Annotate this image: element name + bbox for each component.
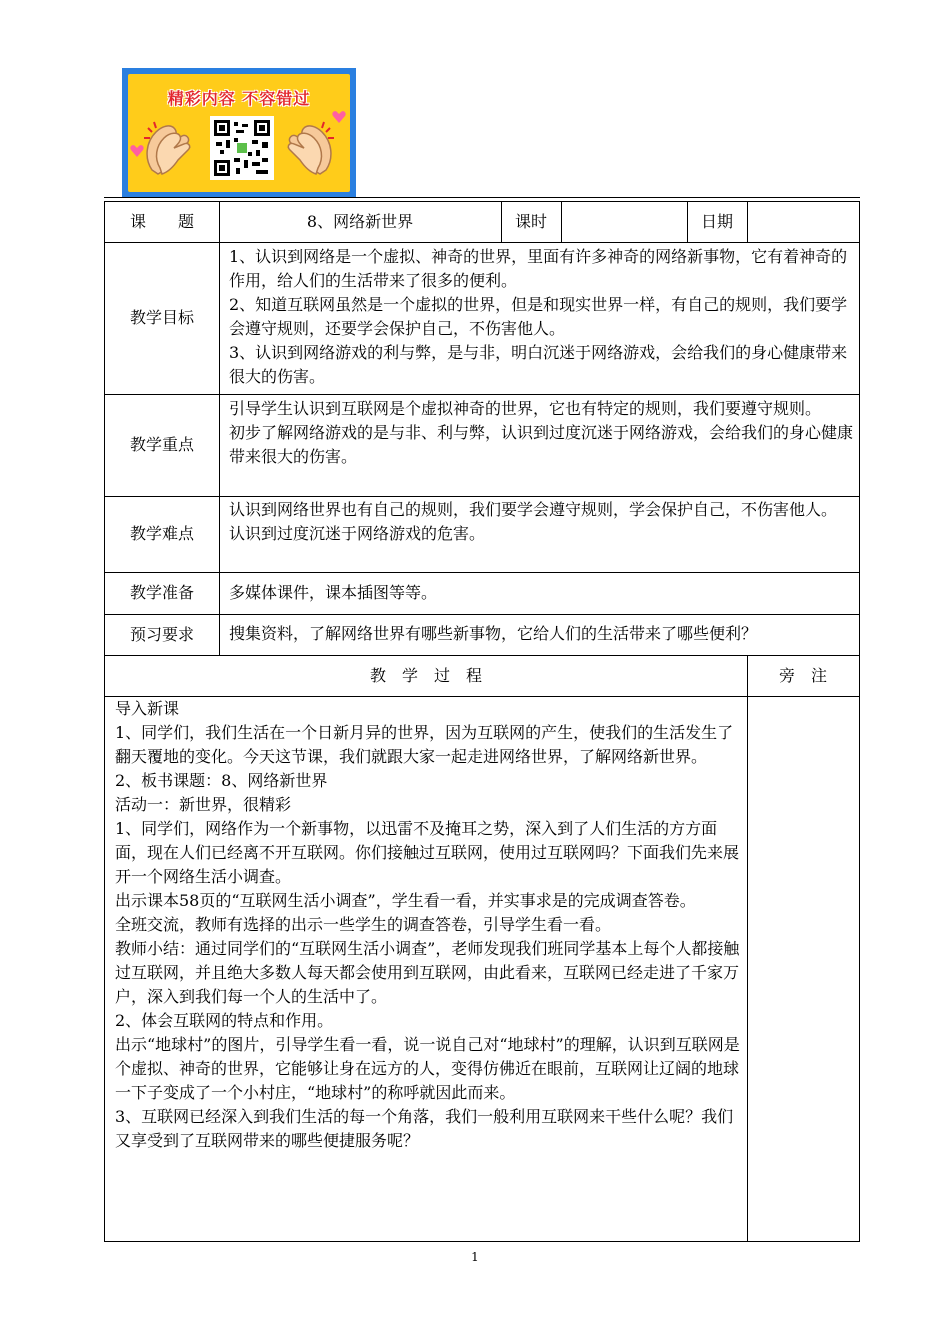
goals-item: 3、认识到网络游戏的利与弊，是与非，明白沉迷于网络游戏，会给我们的身心健康带来很大的伤害。: [229, 343, 848, 386]
date-value: [747, 202, 859, 242]
difficulties-label: 教学难点: [129, 524, 194, 543]
preview-content: [229, 622, 855, 646]
key-points-item: 初步了解网络游戏的是与非、利与弊，认识到过度沉迷于网络游戏，会给我们的身心健康带来很大的伤害。: [229, 423, 854, 466]
topic-label: 课 题: [129, 212, 194, 231]
side-notes-header: 旁 注: [778, 665, 827, 685]
heart-icon: [130, 144, 144, 158]
banner-title: 精彩内容 不容错过: [167, 89, 311, 108]
process-item: 2、板书课题：8、网络新世界: [115, 771, 328, 790]
key-points-item: 引导学生认识到互联网是个虚拟神奇的世界，它也有特定的规则，我们要遵守规则。: [229, 399, 822, 418]
process-item: 1、同学们，我们生活在一个日新月异的世界，因为互联网的产生，使我们的生活发生了翻天覆地的变化。今天这节课，我们就跟大家一起走进网络世界，了解网络新世界。: [115, 723, 734, 766]
clapping-hands-icon: [142, 118, 194, 178]
preview-item: 搜集资料，了解网络世界有哪些新事物，它给人们的生活带来了哪些便利？: [229, 624, 758, 643]
period-value: [561, 202, 687, 242]
heart-icon: [332, 110, 346, 124]
promo-banner: [122, 68, 356, 198]
column-divider: [219, 202, 220, 655]
clapping-hands-icon: [284, 118, 336, 178]
process-item: 导入新课: [115, 699, 180, 718]
header-rule: [104, 197, 860, 198]
key-points-content: [229, 397, 855, 469]
lesson-plan-table: [104, 201, 860, 1242]
process-item: 出示课本58页的“互联网生活小调查”，学生看一看，并实事求是的完成调查答卷。: [115, 891, 696, 910]
preparation-label: 教学准备: [129, 583, 194, 602]
goals-item: 2、知道互联网虽然是一个虚拟的世界，但是和现实世界一样，有自己的规则，我们要学会遵守规则，还要学会保护自己，不伤害他人。: [229, 295, 848, 338]
preparation-item: 多媒体课件，课本插图等等。: [229, 583, 438, 602]
qr-code-icon: [210, 116, 274, 180]
column-divider: [747, 655, 748, 1241]
process-item: 教师小结：通过同学们的“互联网生活小调查”，老师发现我们班同学基本上每个人都接触过互联网，并且绝大多数人每天都会使用到互联网，由此看来，互联网已经走进了千家万户，深入到我们每一个人的生活中了。: [115, 939, 740, 1006]
process-item: 出示“地球村”的图片，引导学生看一看，说一说自己对“地球村”的理解，认识到互联网是个虚拟、神奇的世界，它能够让身在远方的人，变得仿佛近在眼前，互联网让辽阔的地球一下子变成了一个小村庄，“地球村”的称呼就因此而来。: [115, 1035, 740, 1102]
key-points-label: 教学重点: [129, 435, 194, 454]
process-item: 1、同学们，网络作为一个新事物，以迅雷不及掩耳之势，深入到了人们生活的方方面面，现在人们已经离不开互联网。你们接触过互联网，使用过互联网吗？下面我们先来展开一个网络生活小调查。: [115, 819, 740, 886]
period-label: 课时: [514, 212, 547, 231]
process-content: [115, 697, 741, 1153]
difficulties-item: 认识到过度沉迷于网络游戏的危害。: [229, 524, 486, 543]
preparation-content: [229, 581, 855, 605]
process-item: 2、体会互联网的特点和作用。: [115, 1011, 334, 1030]
goals-item: 1、认识到网络是一个虚拟、神奇的世界，里面有许多神奇的网络新事物，它有着神奇的作用，给人们的生活带来了很多的便利。: [229, 247, 848, 290]
topic-value: 8、网络新世界: [306, 212, 414, 231]
difficulties-item: 认识到网络世界也有自己的规则，我们要学会遵守规则，学会保护自己，不伤害他人。: [229, 500, 838, 519]
preview-label: 预习要求: [129, 624, 194, 644]
goals-content: [229, 245, 855, 389]
promo-banner-panel: [128, 74, 350, 192]
process-item: 活动一：新世界，很精彩: [115, 795, 292, 814]
page-number: 1: [471, 1250, 479, 1264]
difficulties-content: [229, 498, 855, 546]
process-item: 3、互联网已经深入到我们生活的每一个角落，我们一般利用互联网来干些什么呢？我们又享受到了互联网带来的哪些便捷服务呢？: [115, 1107, 734, 1150]
process-header: 教 学 过 程: [369, 665, 482, 685]
date-label: 日期: [700, 212, 733, 231]
goals-label: 教学目标: [129, 308, 194, 327]
process-item: 全班交流，教师有选择的出示一些学生的调查答卷，引导学生看一看。: [115, 915, 612, 934]
